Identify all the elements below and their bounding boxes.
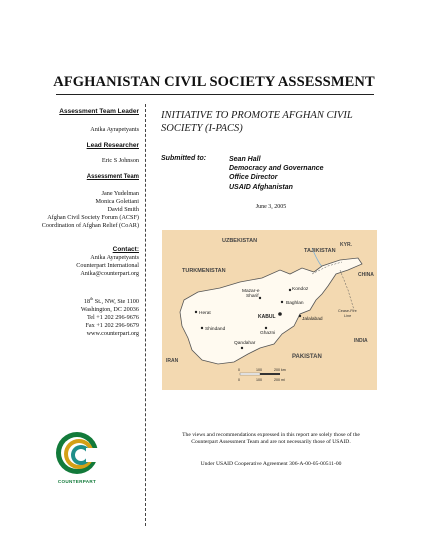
team-members-list [42,190,139,230]
city-label: Qandahar [234,341,256,346]
initiative-title: INITIATIVE TO PROMOTE AFGHAN CIVIL SOCIETY (I-PACS) [161,110,353,134]
city-label: KABUL [258,314,276,320]
website-link[interactable]: www.counterpart.org [86,330,139,338]
team-member: David Smith [107,206,139,213]
svg-text:0: 0 [238,378,240,382]
city-label: Sharif [246,294,259,299]
contact-line: Anika Ayrapetyants [90,254,139,261]
lead-researcher-heading: Lead Researcher [86,142,139,149]
city-label: Herat [199,311,211,316]
country-label: CHINA [358,272,374,278]
recipient-line: Office Director [229,174,278,182]
assessment-team-heading: Assessment Team [86,174,139,180]
recipient-line: Sean Hall [229,156,261,163]
counterpart-logo [52,428,102,486]
city-label: Baghlan [286,301,304,306]
city-label: Shindand [205,327,226,332]
recipient-line: Democracy and Governance [229,165,324,173]
team-member: Monica Goletiani [95,198,139,205]
map-annotation: Cease-Fire [338,309,357,313]
report-date: June 3, 2005 [255,204,287,210]
address-line: Tel +1 202 296-9676 [86,314,139,322]
lead-researcher-name: Eric S Johnson [101,157,139,164]
country-label: INDIA [354,338,368,344]
team-leader-heading: Assessment Team Leader [59,108,139,115]
team-member: Coordination of Afghan Relief (CoAR) [41,222,139,229]
cooperative-agreement: Under USAID Cooperative Agreement 306-A-00-05-00511-00 [200,461,342,467]
afghanistan-map [162,230,377,390]
submitted-to-label: Submitted to: [161,155,207,162]
disclaimer: The views and recommendations expressed in this report are solely those of the Counterpart Assessment Team and are not necessarily those of USAID. [182,432,360,446]
city-label: Mazar-e [242,289,260,294]
country-label: UZBEKISTAN [222,238,258,244]
team-leader-name: Anika Ayrapetyants [90,126,139,133]
address-line: Fax +1 202 296-9679 [85,322,139,330]
address-block [81,295,139,338]
logo-wordmark: COUNTERPART [57,479,97,484]
country-label: TURKMENISTAN [182,268,226,274]
title-rule [56,94,374,95]
country-label: KYR. [340,242,352,248]
city-label: Kondoz [292,287,309,292]
city-label: Ghazni [260,331,276,336]
recipient-line: USAID Afghanistan [229,183,293,191]
address-line: Washington, DC 20036 [80,306,139,314]
svg-text:200 km: 200 km [274,368,286,372]
team-member: Jane Yudelman [101,190,139,197]
address-street: 18th St., NW, Ste 1100 [83,296,139,306]
country-label: TAJIKISTAN [304,248,336,254]
contact-heading: Contact: [112,246,139,253]
svg-text:0: 0 [238,368,240,372]
column-divider [145,104,146,526]
contact-block [76,254,139,278]
city-label: Jalalabad [302,317,323,322]
map-annotation: Line [344,314,352,318]
svg-text:100: 100 [256,378,262,382]
svg-text:100: 100 [256,368,262,372]
contact-line: Counterpart International [76,262,139,269]
submitted-to-recipient [229,155,324,192]
contact-email[interactable]: Anika@counterpart.org [80,270,139,277]
svg-text:200 mi: 200 mi [274,378,285,382]
country-label: IRAN [166,358,179,364]
document-title: AFGHANISTAN CIVIL SOCIETY ASSESSMENT [53,74,375,90]
team-member: Afghan Civil Society Forum (ACSF) [47,214,139,221]
country-label: PAKISTAN [292,354,322,360]
